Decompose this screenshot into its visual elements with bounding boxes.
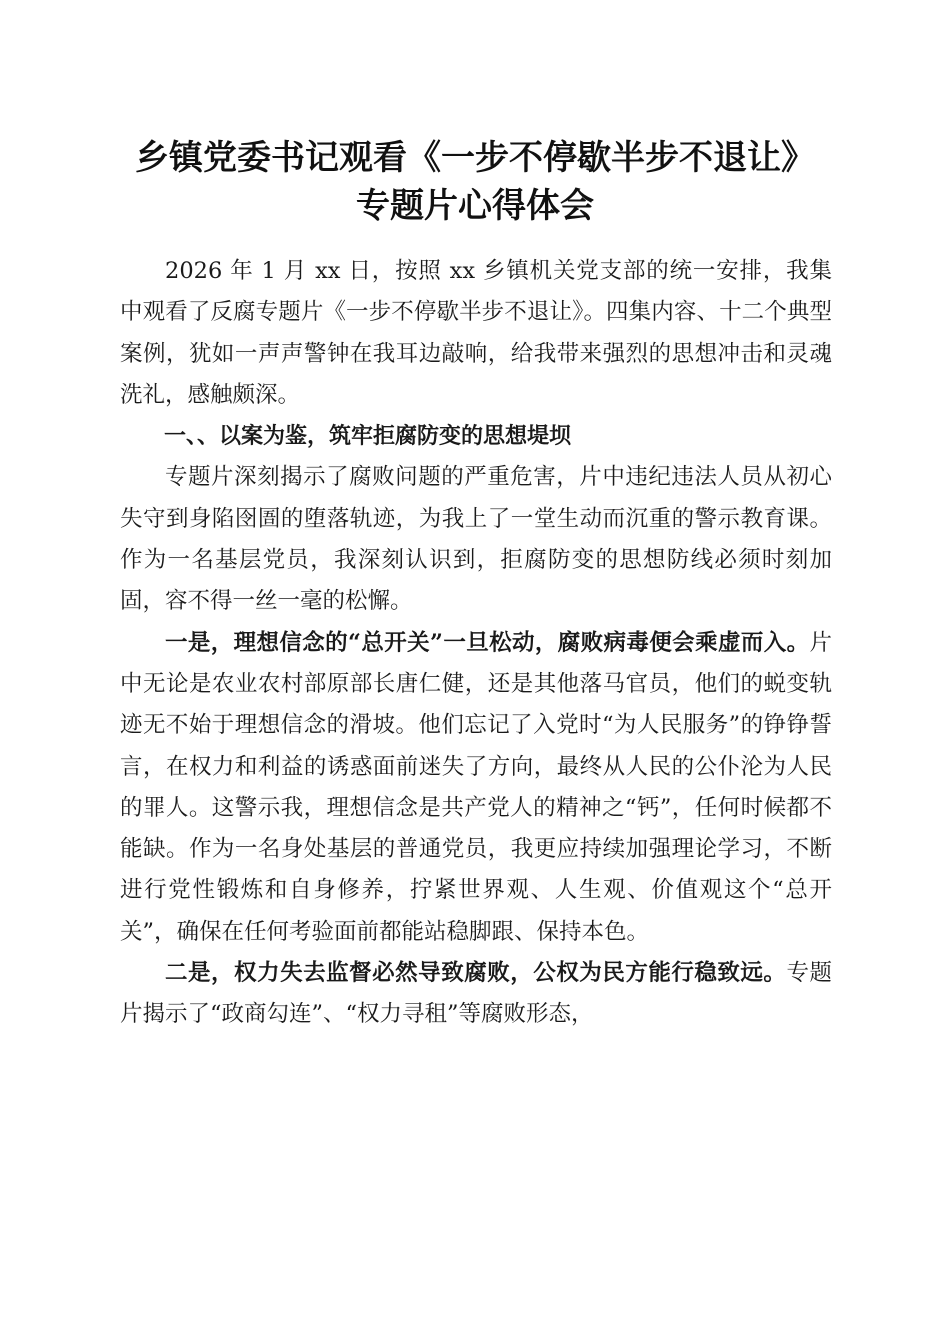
document-body <box>120 251 832 1036</box>
point-one-paragraph <box>120 623 832 953</box>
section-1-paragraph: 专题片深刻揭示了腐败问题的严重危害，片中违纪违法人员从初心失守到身陷囹圄的堕落轨迹，为我上了一堂生动而沉重的警示教育课。作为一名基层党员，我深刻认识到，拒腐防变的思想防线必须时刻加固，容不得一丝一毫的松懈。 <box>120 464 832 615</box>
intro-paragraph: 2026 年 1 月 xx 日，按照 xx 乡镇机关党支部的统一安排，我集中观看了反腐专题片《一步不停歇半步不退让》。四集内容、十二个典型案例，犹如一声声警钟在我耳边敲响，给我带来强烈的思想冲击和灵魂洗礼，感触颇深。 <box>120 258 832 408</box>
point-two-text: 专题片揭示了“政商勾连”、“权力寻租”等腐败形态， <box>120 960 832 1028</box>
point-two-paragraph <box>120 953 832 1036</box>
point-one-text: 片中无论是农业农村部原部长唐仁健，还是其他落马官员，他们的蜕变轨迹无不始于理想信念的滑坡。他们忘记了入党时“为人民服务”的铮铮誓言，在权力和利益的诱惑面前迷失了方向，最终从人民的公仆沦为人民的罪人。这警示我，理想信念是共产党人的精神之“钙”，任何时候都不能缺。作为一名身处基层的普通党员，我更应持续加强理论学习，不断进行党性锻炼和自身修养，拧紧世界观、人生观、价值观这个“总开关”，确保在任何考验面前都能站稳脚跟、保持本色。 <box>120 629 832 945</box>
section-heading-1: 一、、以案为鉴，筑牢拒腐防变的思想堤坝 <box>164 424 572 450</box>
point-two-lead: 二是，权力失去监督必然导致腐败，公权为民方能行稳致远。 <box>165 960 787 987</box>
document-title-line-1: 乡镇党委书记观看《一步不停歇半步不退让》 <box>135 138 815 178</box>
document-title-line-2: 专题片心得体会 <box>356 186 594 226</box>
point-one-lead: 一是，理想信念的“总开关”一旦松动，腐败病毒便会乘虚而入。 <box>165 629 810 656</box>
